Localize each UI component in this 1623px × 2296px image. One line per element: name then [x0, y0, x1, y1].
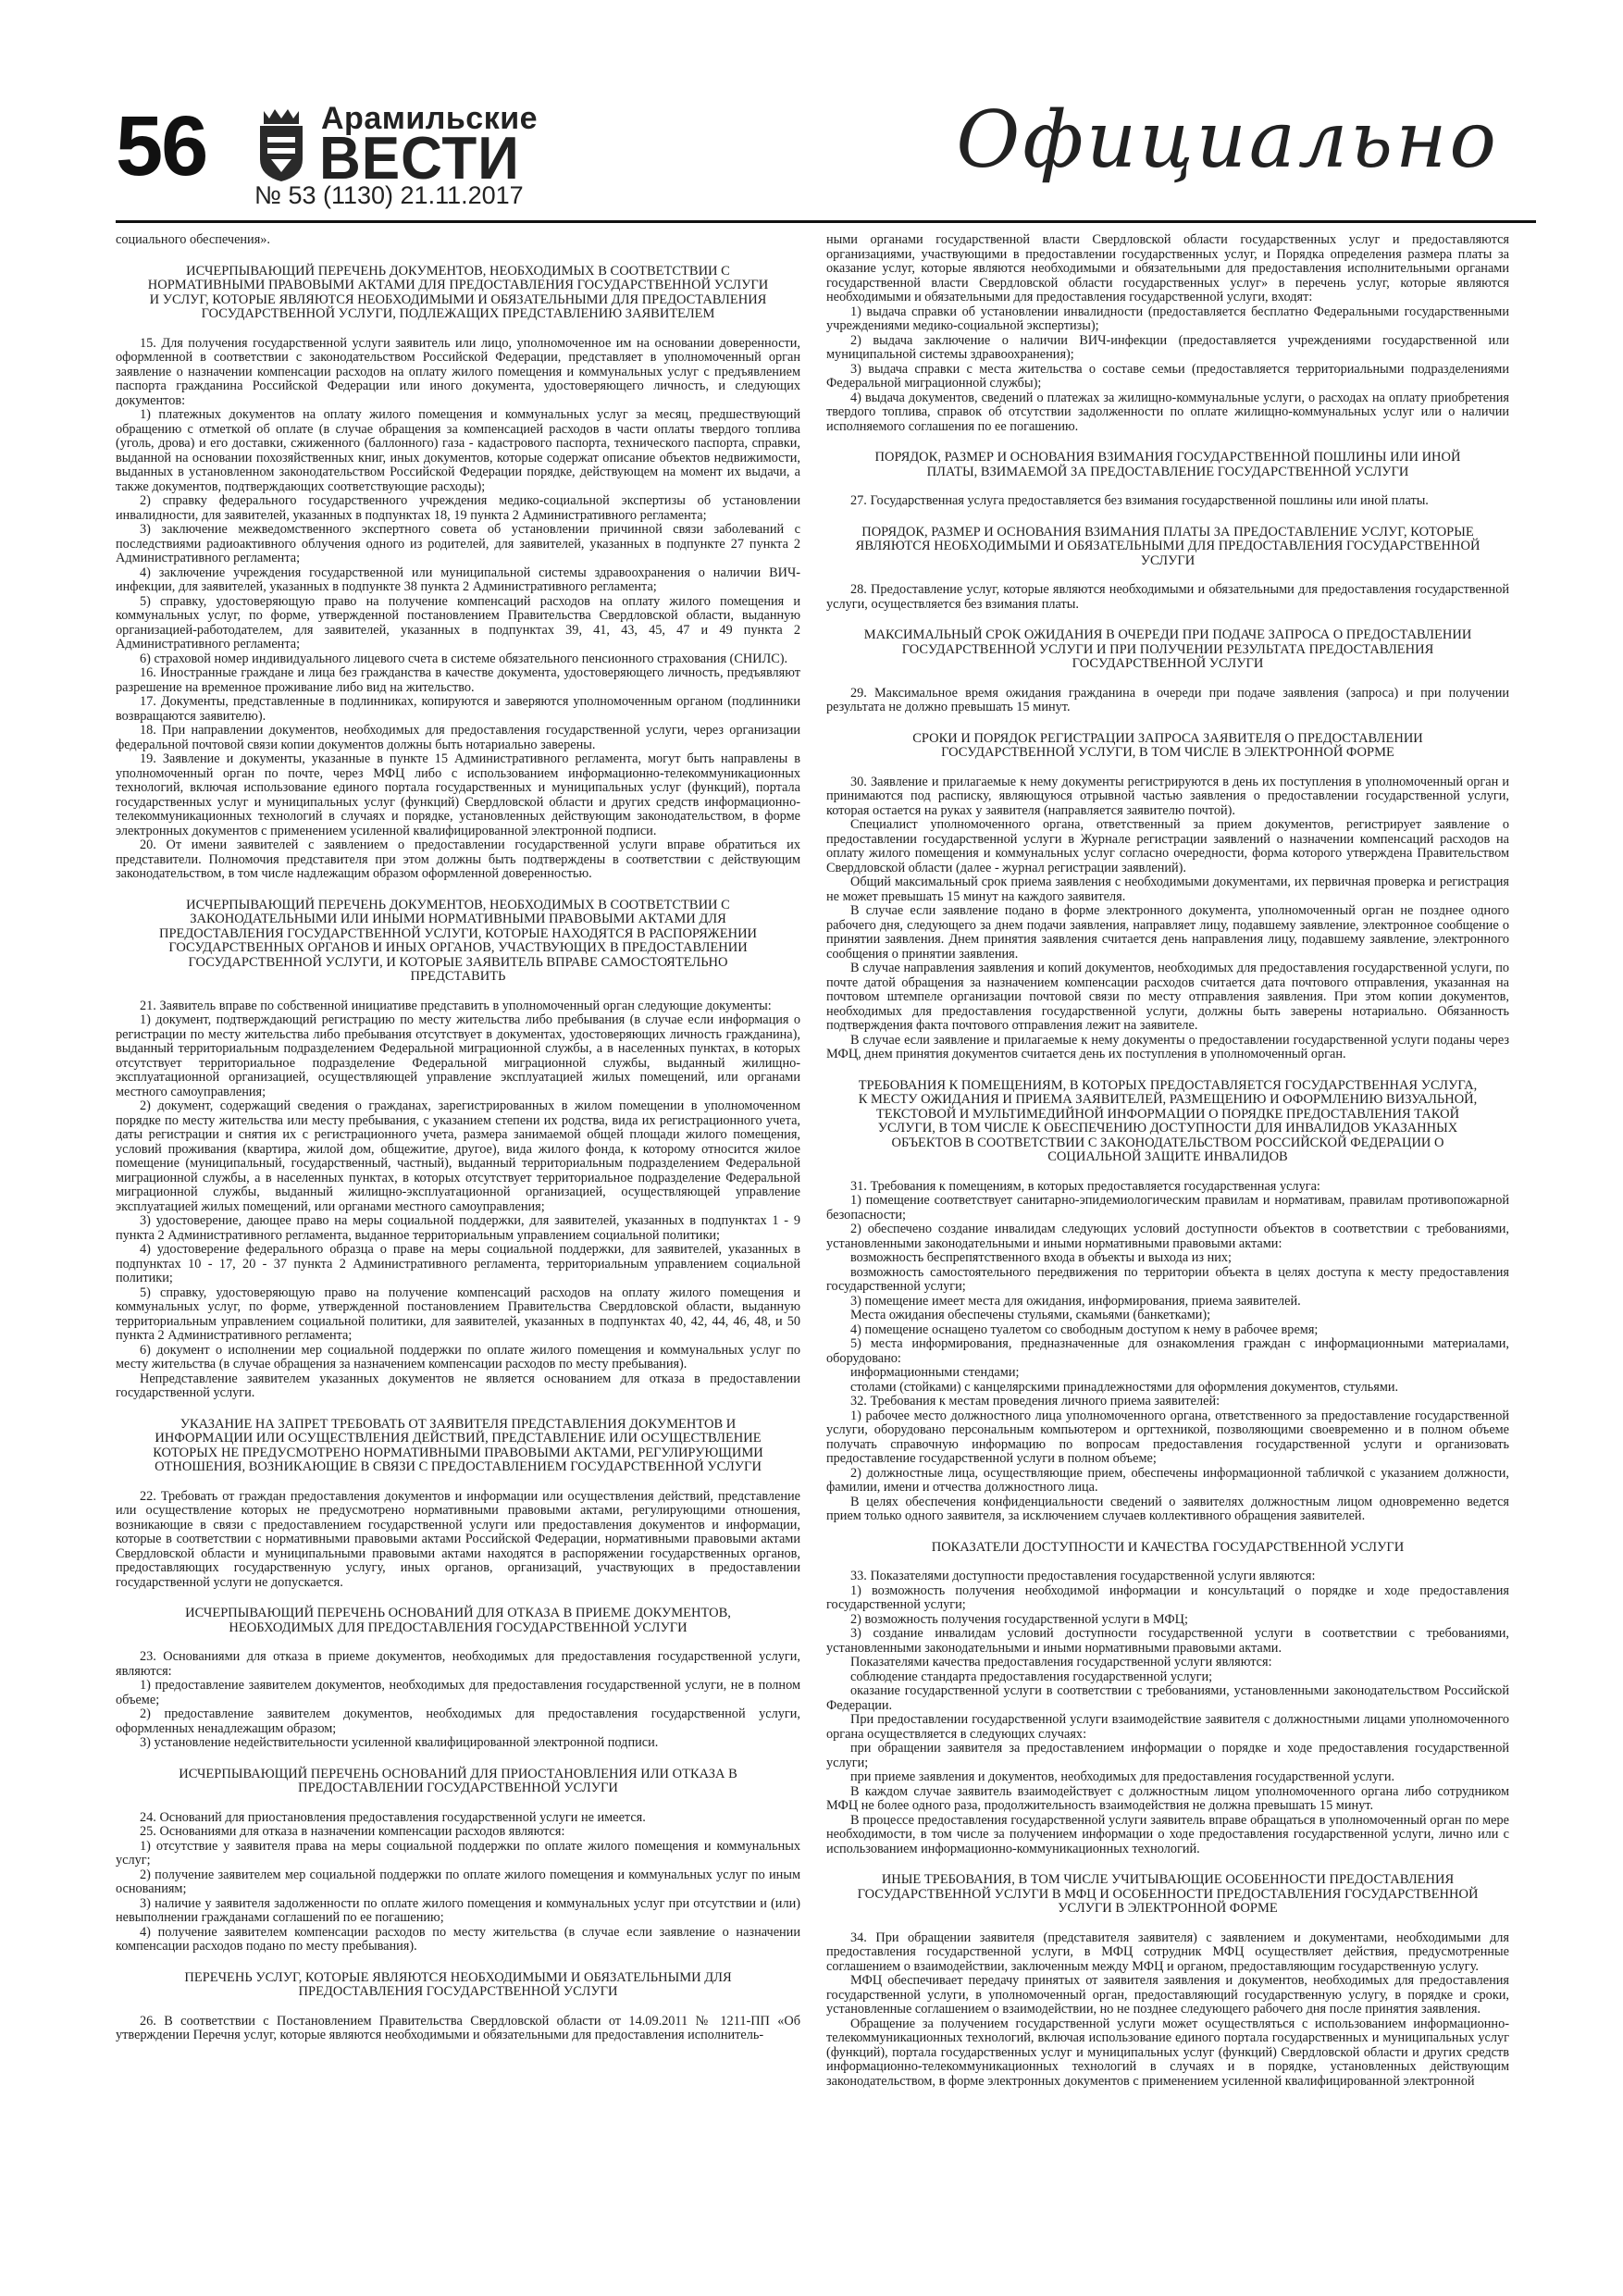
- paragraph: 31. Требования к помещениям, в которых предоставляется государственная услуга:: [850, 1178, 1320, 1194]
- logo-top-text: Арамильские: [321, 101, 539, 136]
- paragraph: МФЦ обеспечивает передачу принятых от заявителя заявления и документов, необходимых для предоставления государственной услуги, в уполномоченный орган, предоставляющий государственную услугу, в порядке и сроки, установленные соглашением о взаимодействии, но не позднее следующего рабочего дня после принятия заявления.: [826, 1973, 1509, 2017]
- paragraph: 1) рабочее место должностного лица уполномоченного органа, ответственного за предоставление государственной услуги, оборудовано персональным компьютером и оргтехникой, позволяющими своевременно и в полном объеме получать справочную информацию по вопросам предоставления государственной услуги и организовать предоставление государственной услуги в полном объеме;: [826, 1408, 1509, 1466]
- paragraph: 21. Заявитель вправе по собственной инициативе представить в уполномоченный орган следующие документы:: [140, 998, 772, 1013]
- paragraph: В процессе предоставления государственной услуги заявитель вправе обращаться в уполномоченный орган по мере необходимости, в том числе за получением информации о ходе предоставления государственной услуги, лично или с использованием информационно-коммуникационных технологий.: [826, 1812, 1509, 1856]
- paragraph: 4) удостоверение федерального образца о праве на меры социальной поддержки, для заявителей, указанных в подпунктах 10 - 17, 20 - 37 пункта 2 Административного регламента, территориальным управлением социальной политики;: [116, 1242, 800, 1285]
- paragraph: 2) должностные лица, осуществляющие прием, обеспечены информационной табличкой с указанием должности, фамилии, имени и отчества должностного лица.: [826, 1465, 1509, 1495]
- left-column: [116, 233, 800, 2260]
- paragraph: 1) возможность получения необходимой информации и консультаций о порядке и ходе предоставления государственной услуги;: [826, 1582, 1509, 1612]
- paragraph: При предоставлении государственной услуги взаимодействие заявителя с должностными лицами уполномоченного органа осуществляется в следующих случаях:: [826, 1712, 1509, 1742]
- paragraph: 18. При направлении документов, необходимых для предоставления государственной услуги, через организации федеральной почтовой связи копии документов должны быть нотариально заверены.: [116, 723, 800, 752]
- paragraph: В случае если заявление и прилагаемые к нему документы о предоставлении государственной услуги поданы через МФЦ, днем принятия документов считается день их поступления в уполномоченный орган.: [826, 1032, 1509, 1061]
- paragraph: 2) справку федерального государственного учреждения медико-социальной экспертизы об установлении инвалидности, для заявителей, указанных в подпунктах 18, 19 пункта 2 Административного регламента;: [116, 493, 800, 523]
- paragraph: 24. Оснований для приостановления предоставления государственной услуги не имеется.: [140, 1809, 646, 1825]
- paragraph: 19. Заявление и документы, указанные в пункте 15 Административного регламента, могут быть направлены в уполномоченный орган по почте, через МФЦ либо с использованием информационно-телекоммуникационных технологий, включая использование единого портала государственных и муниципальных услуг (функций), портала государственных услуг и муниципальных услуг (функций) Свердловской области и других средств информационно-телекоммуникационных технологий в случаях и порядке, установленных действующим законодательством, в форме электронных документов с применением усиленной квалифицированной электронной подписи.: [116, 751, 800, 838]
- paragraph: оказание государственной услуги в соответствии с требованиями, установленными законодательством Российской Федерации.: [826, 1683, 1509, 1713]
- paragraph: 1) отсутствие у заявителя права на меры социальной поддержки по оплате жилого помещения и коммунальных услуг;: [116, 1838, 800, 1868]
- paragraph: 20. От имени заявителей с заявлением о предоставлении государственной услуги вправе обратиться их представители. Полномочия представителя при этом должны быть подтверждены в соответствии с действующим законодательством, в том числе надлежащим образом оформленной доверенностью.: [116, 838, 800, 881]
- paragraph: 4) помещение оснащено туалетом со свободным доступом к нему в рабочее время;: [850, 1322, 1319, 1337]
- paragraph: 27. Государственная услуга предоставляется без взимания государственной пошлины или иной платы.: [850, 493, 1429, 508]
- paragraph: 6) страховой номер индивидуального лицевого счета в системе обязательного пенсионного страхования (СНИЛС).: [140, 651, 788, 666]
- section-heading: ПОРЯДОК, РАЗМЕР И ОСНОВАНИЯ ВЗИМАНИЯ ГОСУДАРСТВЕННОЙ ПОШЛИНЫ ИЛИ ИНОЙ ПЛАТЫ, ВЗИМАЕМОЙ ЗА ПРЕДОСТАВЛЕНИЕ ГОСУДАРСТВЕННОЙ УСЛУГИ: [874, 450, 1461, 479]
- page-number: 56: [116, 99, 207, 193]
- paragraph: 3) установление недействительности усиленной квалифицированной электронной подписи.: [140, 1735, 659, 1750]
- paragraph: В случае если заявление подано в форме электронного документа, уполномоченный орган не позднее одного рабочего дня, следующего за днем подачи заявления, направляет лицу, подавшему заявление, электронное сообщение о принятии заявления. Днем принятия заявления считается день направления лицу, подавшему заявление, электронного сообщения о принятии заявления.: [826, 903, 1509, 962]
- paragraph: при приеме заявления и документов, необходимых для предоставления государственной услуги.: [850, 1769, 1395, 1784]
- paragraph: Непредставление заявителем указанных документов не является основанием для отказа в предоставлении государственной услуги.: [116, 1371, 800, 1400]
- section-heading: ИСЧЕРПЫВАЮЩИЙ ПЕРЕЧЕНЬ ДОКУМЕНТОВ, НЕОБХОДИМЫХ В СООТВЕТСТВИИ С ЗАКОНОДАТЕЛЬНЫМИ ИЛИ ИНЫМИ НОРМАТИВНЫМИ ПРАВОВЫМИ АКТАМИ ДЛЯ ПРЕДОСТАВЛЕНИЯ ГОСУДАРСТВЕННОЙ УСЛУГИ, КОТОРЫЕ НАХОДЯТСЯ В РАСПОРЯЖЕНИИ ГОСУДАРСТВЕННЫХ ОРГАНОВ И ИНЫХ ОРГАНОВ, УЧАСТВУЮЩИХ В ПРЕДОСТАВЛЕНИИ ГОСУДАРСТВЕННОЙ УСЛУГИ, И КОТОРЫЕ ЗАЯВИТЕЛЬ ВПРАВЕ САМОСТОЯТЕЛЬНО ПРЕДСТАВИТЬ: [158, 897, 758, 984]
- paragraph: 17. Документы, представленные в подлинниках, копируются и заверяются уполномоченным органом (подлинники возвращаются заявителю).: [116, 694, 800, 724]
- section-heading: ИСЧЕРПЫВАЮЩИЙ ПЕРЕЧЕНЬ ДОКУМЕНТОВ, НЕОБХОДИМЫХ В СООТВЕТСТВИИ С НОРМАТИВНЫМИ ПРАВОВЫМИ АКТАМИ ДЛЯ ПРЕДОСТАВЛЕНИЯ ГОСУДАРСТВЕННОЙ УСЛУГИ И УСЛУГ, КОТОРЫЕ ЯВЛЯЮТСЯ НЕОБХОДИМЫМИ И ОБЯЗАТЕЛЬНЫМИ ДЛЯ ПРЕДОСТАВЛЕНИЯ ГОСУДАРСТВЕННОЙ УСЛУГИ, ПОДЛЕЖАЩИХ ПРЕДСТАВЛЕНИЮ ЗАЯВИТЕЛЕМ: [147, 263, 769, 321]
- logo-main-text: ВЕСТИ: [319, 125, 520, 192]
- paragraph: 16. Иностранные граждане и лица без гражданства в качестве документа, удостоверяющего личность, предъявляют разрешение на временное проживание либо вид на жительство.: [116, 665, 800, 695]
- paragraph: социального обеспечения».: [116, 233, 271, 247]
- paragraph: Показателями качества предоставления государственной услуги являются:: [850, 1655, 1272, 1669]
- paragraph: 1) платежных документов на оплату жилого помещения и коммунальных услуг за месяц, предшествующий обращению с отметкой об оплате (в случае обращения за компенсацией расходов в части оплаты твердого топлива (уголь, дрова) и его доставки, сжиженного (баллонного) газа - кадастрового паспорта, технического паспорта, справки, выданной на основании похозяйственных книг, иных документов, которые содержат описание объектов недвижимости, выданных в установленном законодательством Российской Федерации порядке, действующем на момент их выдачи, а также документов, подтверждающих соответствующие расходы);: [116, 407, 800, 494]
- paragraph: Места ожидания обеспечены стульями, скамьями (банкетками);: [850, 1308, 1211, 1322]
- paragraph: 2) предоставление заявителем документов, необходимых для предоставления государственной услуги, оформленных ненадлежащим образом;: [116, 1706, 800, 1736]
- masthead: [116, 93, 1536, 213]
- paragraph: 29. Максимальное время ожидания гражданина в очереди при подаче заявления (запроса) и при получении результата не должно превышать 15 минут.: [826, 685, 1509, 714]
- paragraph: 5) места информирования, предназначенные для ознакомления граждан с информационными материалами, оборудовано:: [826, 1336, 1509, 1366]
- paragraph: 33. Показателями доступности предоставления государственной услуги являются:: [850, 1569, 1316, 1583]
- issue-info: № 53 (1130) 21.11.2017: [254, 181, 524, 209]
- paragraph: 23. Основаниями для отказа в приеме документов, необходимых для предоставления государственной услуги, являются:: [116, 1649, 800, 1679]
- section-heading: ИСЧЕРПЫВАЮЩИЙ ПЕРЕЧЕНЬ ОСНОВАНИЙ ДЛЯ ПРИОСТАНОВЛЕНИЯ ИЛИ ОТКАЗА В ПРЕДОСТАВЛЕНИИ ГОСУДАРСТВЕННОЙ УСЛУГИ: [179, 1766, 737, 1795]
- section-heading: МАКСИМАЛЬНЫЙ СРОК ОЖИДАНИЯ В ОЧЕРЕДИ ПРИ ПОДАЧЕ ЗАПРОСА О ПРЕДОСТАВЛЕНИИ ГОСУДАРСТВЕННОЙ УСЛУГИ И ПРИ ПОЛУЧЕНИИ РЕЗУЛЬТАТА ПРЕДОСТАВЛЕНИЯ ГОСУДАРСТВЕННОЙ УСЛУГИ: [863, 627, 1472, 671]
- paragraph: 32. Требования к местам проведения личного приема заявителей:: [850, 1394, 1220, 1409]
- paragraph: 4) получение заявителем компенсации расходов по месту жительства (в случае если заявление о назначении компенсации расходов подано по месту пребывания).: [116, 1924, 800, 1954]
- paragraph: Обращение за получением государственной услуги может осуществляться с использованием информационно-телекоммуникационных технологий, включая использование единого портала государственных и муниципальных услуг (функций), портала государственных услуг и муниципальных услуг (функций) Свердловской области и других средств информационно-телекоммуникационных технологий в случаях и в порядке, установленных действующим законодательством, в форме электронных документов с применением усиленной квалифицированной электронной: [826, 2016, 1509, 2089]
- paragraph: 25. Основаниями для отказа в назначении компенсации расходов являются:: [140, 1824, 565, 1839]
- paragraph: 5) справку, удостоверяющую право на получение компенсаций расходов на оплату жилого помещения и коммунальных услуг, по форме, утвержденной постановлением Правительства Свердловской области, выданную организацией-работодателем, для заявителей, указанных в подпунктах 39, 41, 43, 45, 47 и 49 пункта 2 Административного регламента;: [116, 593, 800, 652]
- paragraph: 3) создание инвалидам условий доступности государственной услуги в соответствии с требованиями, установленными законодательными и иными нормативными правовыми актами.: [826, 1626, 1509, 1656]
- paragraph: столами (стойками) с канцелярскими принадлежностями для оформления документов, стульями.: [850, 1379, 1399, 1395]
- paragraph: 15. Для получения государственной услуги заявитель или лицо, уполномоченное им на основании доверенности, оформленной в соответствии с законодательством Российской Федерации, представляет в уполномоченный орган заявление о назначении компенсации расходов на оплату жилого помещения и коммунальных услуг с предъявлением паспорта гражданина Российской Федерации или иного документа, удостоверяющего личность, и следующих документов:: [116, 335, 800, 408]
- paragraph: 22. Требовать от граждан предоставления документов и информации или осуществления действий, представление или осуществление которых не предусмотрено нормативными правовыми актами, регулирующими отношения, возникающие в связи с предоставлением государственной услуги или предоставления документов и информации, которые в соответствии с нормативными правовыми актами Российской Федерации, нормативными правовыми актами Свердловской области и муниципальными правовыми актами находятся в распоряжении государственных органов, предоставляющих государственную услугу, иных органов, организаций, участвующих в предоставлении государственной услуги не допускается.: [116, 1488, 800, 1590]
- paragraph: 3) выдача справки с места жительства о составе семьи (предоставляется территориальными подразделениями Федеральной миграционной службы);: [826, 361, 1509, 391]
- paragraph: 26. В соответствии с Постановлением Правительства Свердловской области от 14.09.2011 № 1211-ПП «Об утверждении Перечня услуг, которые являются необходимыми и обязательными для предоставления исполнитель-: [116, 2013, 800, 2042]
- paragraph: 3) заключение межведомственного экспертного совета об установлении причинной связи заболеваний с последствиями радиоактивного облучения одного из родителей, для заявителей, указанных в подпункте 27 пункта 2 Административного регламента;: [116, 522, 800, 565]
- section-heading: ТРЕБОВАНИЯ К ПОМЕЩЕНИЯМ, В КОТОРЫХ ПРЕДОСТАВЛЯЕТСЯ ГОСУДАРСТВЕННАЯ УСЛУГА, К МЕСТУ ОЖИДАНИЯ И ПРИЕМА ЗАЯВИТЕЛЕЙ, РАЗМЕЩЕНИЮ И ОФОРМЛЕНИЮ ВИЗУАЛЬНОЙ, ТЕКСТОВОЙ И МУЛЬТИМЕДИЙНОЙ ИНФОРМАЦИИ О ПОРЯДКЕ ПРЕДОСТАВЛЕНИЯ ТАКОЙ УСЛУГИ, В ТОМ ЧИСЛЕ К ОБЕСПЕЧЕНИЮ ДОСТУПНОСТИ ДЛЯ ИНВАЛИДОВ УКАЗАННЫХ ОБЪЕКТОВ В СООТВЕТСТВИИ С ЗАКОНОДАТЕЛЬСТВОМ РОССИЙСКОЙ ФЕДЕРАЦИИ О СОЦИАЛЬНОЙ ЗАЩИТЕ ИНВАЛИДОВ: [858, 1077, 1478, 1164]
- paragraph: 34. При обращении заявителя (представителя заявителя) с заявлением и документами, необходимыми для предоставления государственной услуги, в МФЦ сотрудник МФЦ осуществляет действия, предусмотренные соглашением о взаимодействии, заключенным между МФЦ и органом, предоставляющим государственную услугу.: [826, 1930, 1509, 1974]
- paragraph: 3) наличие у заявителя задолженности по оплате жилого помещения и коммунальных услуг при отсутствии и (или) невыполнении гражданами соглашений по ее погашению;: [116, 1895, 800, 1925]
- section-heading: СРОКИ И ПОРЯДОК РЕГИСТРАЦИИ ЗАПРОСА ЗАЯВИТЕЛЯ О ПРЕДОСТАВЛЕНИИ ГОСУДАРСТВЕННОЙ УСЛУГИ, В ТОМ ЧИСЛЕ В ЭЛЕКТРОННОЙ ФОРМЕ: [912, 730, 1423, 760]
- coat-of-arms-icon: [254, 105, 308, 183]
- paragraph: 3) удостоверение, дающее право на меры социальной поддержки, для заявителей, указанных в подпунктах 1 - 9 пункта 2 Административного регламента, выданное территориальным управлением социальной политики;: [116, 1213, 800, 1243]
- section-heading: ИСЧЕРПЫВАЮЩИЙ ПЕРЕЧЕНЬ ОСНОВАНИЙ ДЛЯ ОТКАЗА В ПРИЕМЕ ДОКУМЕНТОВ, НЕОБХОДИМЫХ ДЛЯ ПРЕДОСТАВЛЕНИЯ ГОСУДАРСТВЕННОЙ УСЛУГИ: [185, 1606, 731, 1635]
- section-heading: ПЕРЕЧЕНЬ УСЛУГ, КОТОРЫЕ ЯВЛЯЮТСЯ НЕОБХОДИМЫМИ И ОБЯЗАТЕЛЬНЫМИ ДЛЯ ПРЕДОСТАВЛЕНИЯ ГОСУДАРСТВЕННОЙ УСЛУГИ: [184, 1969, 732, 1999]
- paragraph: 4) заключение учреждения государственной или муниципальной системы здравоохранения о наличии ВИЧ-инфекции, для заявителей, указанных в подпункте 38 пункта 2 Административного регламента;: [116, 565, 800, 594]
- paragraph: возможность беспрепятственного входа в объекты и выхода из них;: [850, 1250, 1233, 1265]
- paragraph: соблюдение стандарта предоставления государственной услуги;: [850, 1669, 1213, 1684]
- paragraph: ными органами государственной власти Свердловской области государственных услуг и предоставляются организациями, участвующими в предоставлении государственных услуг, и Порядка определения размера платы за оказание услуг, которые являются необходимыми и обязательными для предоставления исполнительными органами государственной власти Свердловской области государственных услуг» в перечень услуг, которые являются необходимыми и обязательными для предоставления государственной услуги, входят:: [826, 233, 1509, 304]
- paragraph: 2) выдача заключение о наличии ВИЧ-инфекции (предоставляется учреждениями государственной или муниципальной системы здравоохранения);: [826, 332, 1509, 362]
- paragraph: 2) документ, содержащий сведения о гражданах, зарегистрированных в жилом помещении в уполномоченном порядке по месту жительства или месту пребывания, с указанием степени их родства, вида их регистрационного учета, даты регистрации и снятия их с регистрационного учета, размера занимаемой общей площади жилого помещения, условий проживания (квартира, жилой дом, общежитие, другое), вида жилого фонда, к которому относится жилое помещение (муниципальный, государственный, частный), выданный территориальным подразделением Федеральной миграционной службы, а в населенных пунктах, в которых отсутствует территориальное подразделение Федеральной миграционной службы, выданный жилищно-эксплуатационной организацией, осуществляющей управление эксплуатацией жилых помещений, или органами местного самоуправления;: [116, 1098, 800, 1214]
- paragraph: Специалист уполномоченного органа, ответственный за прием документов, регистрирует заявление о предоставлении государственной услуги в Журнале регистрации заявлений о назначении компенсаций расходов на оплату жилого помещения и коммунальных услуг согласно очередности, форма которого утверждена Правительством Свердловской области (далее - журнал регистрации заявлений).: [826, 817, 1509, 875]
- section-heading: ПОКАЗАТЕЛИ ДОСТУПНОСТИ И КАЧЕСТВА ГОСУДАРСТВЕННОЙ УСЛУГИ: [931, 1539, 1405, 1555]
- paragraph: 1) предоставление заявителем документов, необходимых для предоставления государственной услуги, не в полном объеме;: [116, 1678, 800, 1707]
- paragraph: информационными стендами;: [850, 1365, 1020, 1380]
- paragraph: 2) обеспечено создание инвалидам следующих условий доступности объектов в соответствии с требованиями, установленными законодательными и иными нормативными правовыми актами:: [826, 1222, 1509, 1251]
- paragraph: 3) помещение имеет места для ожидания, информирования, приема заявителей.: [850, 1293, 1301, 1309]
- section-title: Официально: [956, 94, 1499, 185]
- paragraph: 4) выдача документов, сведений о платежах за жилищно-коммунальные услуги, о расходах на оплату приобретения твердого топлива, справок об отсутствии задолженности по оплате жилищно-коммунальных услуг или о наличии исполняемого соглашения по ее погашению.: [826, 390, 1509, 434]
- paragraph: при обращении заявителя за предоставлением информации о порядке и ходе предоставления государственной услуги;: [826, 1741, 1509, 1770]
- paragraph: 6) документ о исполнении мер социальной поддержки по оплате жилого помещения и коммунальных услуг по месту жительства (в случае обращения за назначением компенсации расходов по месту пребывания).: [116, 1342, 800, 1371]
- paragraph: В каждом случае заявитель взаимодействует с должностным лицом уполномоченного органа либо сотрудником МФЦ не более одного раза, продолжительность взаимодействия не должна превышать 15 минут.: [826, 1783, 1509, 1813]
- paragraph: 1) помещение соответствует санитарно-эпидемиологическим правилам и нормативам, правилам противопожарной безопасности;: [826, 1193, 1509, 1222]
- newspaper-logo: [254, 101, 597, 192]
- paragraph: 1) документ, подтверждающий регистрацию по месту жительства либо пребывания (в случае если информация о регистрации по месту жительства либо пребывания отсутствует в документах, удостоверяющих личность гражданина), выданный территориальным подразделением Федеральной миграционной службы, а в населенных пунктах, в которых отсутствует территориальное подразделение Федеральной миграционной службы, выданный жилищно-эксплуатационной организацией, осуществляющей управление эксплуатацией жилых помещений, или органами местного самоуправления;: [116, 1012, 800, 1099]
- paragraph: 2) получение заявителем мер социальной поддержки по оплате жилого помещения и коммунальных услуг по иным основаниям;: [116, 1867, 800, 1896]
- paragraph: 1) выдача справки об установлении инвалидности (предоставляется бесплатно Федеральными государственными учреждениями медико-социальной экспертизы);: [826, 304, 1509, 333]
- paragraph: 30. Заявление и прилагаемые к нему документы регистрируются в день их поступления в уполномоченный орган и принимаются под расписку, являющуюся отрывной частью заявления о предоставлении государственной услуги, которая остается на руках у заявителя (направляется заявителю почтой).: [826, 774, 1509, 818]
- section-heading: УКАЗАНИЕ НА ЗАПРЕТ ТРЕБОВАТЬ ОТ ЗАЯВИТЕЛЯ ПРЕДСТАВЛЕНИЯ ДОКУМЕНТОВ И ИНФОРМАЦИИ ИЛИ ОСУЩЕСТВЛЕНИЯ ДЕЙСТВИЙ, ПРЕДСТАВЛЕНИЕ ИЛИ ОСУЩЕСТВЛЕНИЕ КОТОРЫХ НЕ ПРЕДУСМОТРЕНО НОРМАТИВНЫМИ ПРАВОВЫМИ АКТАМИ, РЕГУЛИРУЮЩИМИ ОТНОШЕНИЯ, ВОЗНИКАЮЩИЕ В СВЯЗИ С ПРЕДОСТАВЛЕНИЕМ ГОСУДАРСТВЕННОЙ УСЛУГИ: [153, 1416, 763, 1474]
- paragraph: 5) справку, удостоверяющую право на получение компенсаций расходов на оплату жилого помещения и коммунальных услуг, по форме, утвержденной постановлением Правительства Свердловской области, выданную территориальным управлением социальной политики, для заявителей, указанных в подпунктах 40, 42, 44, 46, 48, и 50 пункта 2 Административного регламента;: [116, 1285, 800, 1343]
- header-rule: [116, 220, 1536, 223]
- paragraph: В случае направления заявления и копий документов, необходимых для предоставления государственной услуги, по почте датой обращения за назначением компенсации расходов считается дата почтового отправления, указанная на почтовом штемпеле организации почтовой связи по месту отправления заявления. При этом копии документов, необходимых для предоставления государственной услуги, должны быть заверены нотариально. Обязанность подтверждения факта почтового отправления лежит на заявителе.: [826, 961, 1509, 1033]
- right-column: [826, 233, 1509, 2260]
- paragraph: 28. Предоставление услуг, которые являются необходимыми и обязательными для предоставления государственной услуги, осуществляется без взимания платы.: [826, 582, 1509, 612]
- section-heading: ПОРЯДОК, РАЗМЕР И ОСНОВАНИЯ ВЗИМАНИЯ ПЛАТЫ ЗА ПРЕДОСТАВЛЕНИЕ УСЛУГ, КОТОРЫЕ ЯВЛЯЮТСЯ НЕОБХОДИМЫМИ И ОБЯЗАТЕЛЬНЫМИ ДЛЯ ПРЕДОСТАВЛЕНИЯ ГОСУДАРСТВЕННОЙ УСЛУГИ: [855, 524, 1481, 568]
- section-heading: ИНЫЕ ТРЕБОВАНИЯ, В ТОМ ЧИСЛЕ УЧИТЫВАЮЩИЕ ОСОБЕННОСТИ ПРЕДОСТАВЛЕНИЯ ГОСУДАРСТВЕННОЙ УСЛУГИ В МФЦ И ОСОБЕННОСТИ ПРЕДОСТАВЛЕНИЯ ГОСУДАРСТВЕННОЙ УСЛУГИ В ЭЛЕКТРОННОЙ ФОРМЕ: [857, 1872, 1479, 1916]
- paragraph: возможность самостоятельного передвижения по территории объекта в целях доступа к месту предоставления государственной услуги;: [826, 1264, 1509, 1294]
- paragraph: В целях обеспечения конфиденциальности сведений о заявителях должностным лицом одновременно ведется прием только одного заявителя, за исключением случаев коллективного обращения заявителей.: [826, 1494, 1509, 1523]
- paragraph: 2) возможность получения государственной услуги в МФЦ;: [850, 1611, 1188, 1627]
- paragraph: Общий максимальный срок приема заявления с необходимыми документами, их первичная проверка и регистрация не может превышать 15 минут на каждого заявителя.: [826, 875, 1509, 904]
